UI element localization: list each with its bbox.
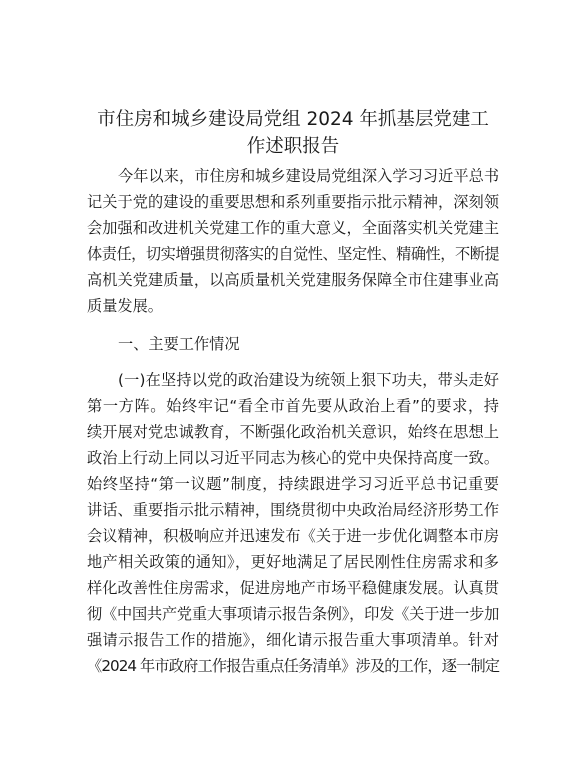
document-title-line-2: 作述职报告 [246,136,340,157]
body-line-9: 样化改善性住房需求，促进房地产市场平稳健康发展。认真贯 [87,579,499,597]
body-line-10: 彻《中国共产党重大事项请示报告条例》，印发《关于进一步加 [87,605,500,623]
body-line-1: (一)在坚持以党的政治建设为统领上狠下功夫，带头走好 [118,371,499,389]
body-line-12: 《2024 年市政府工作报告重点任务清单》涉及的工作，逐一制定 [87,657,499,675]
section-heading: 一、主要工作情况 [118,335,240,353]
intro-line-1: 今年以来，市住房和城乡建设局党组深入学习习近平总书 [118,167,499,185]
document-title-line-1: 市住房和城乡建设局党组 2024 年抓基层党建工 [97,109,489,130]
intro-line-5: 高机关党建质量，以高质量机关党建服务保障全市住建事业高 [87,271,499,289]
body-line-2: 第一方阵。始终牢记“看全市首先要从政治上看”的要求，持 [87,397,499,415]
intro-line-4: 体责任，切实增强贯彻落实的自觉性、坚定性、精确性，不断提 [87,245,499,263]
body-line-11: 强请示报告工作的措施》，细化请示报告重大事项清单。针对 [87,631,499,649]
body-line-7: 会议精神，积极响应并迅速发布《关于进一步优化调整本市房 [87,527,499,545]
intro-line-3: 会加强和改进机关党建工作的重大意义，全面落实机关党建主 [87,219,499,237]
body-line-4: 政治上行动上同以习近平同志为核心的党中央保持高度一致。 [87,449,499,467]
body-line-6: 讲话、重要指示批示精神，围绕贯彻中央政治局经济形势工作 [87,501,499,519]
body-line-5: 始终坚持“第一议题”制度，持续跟进学习习近平总书记重要 [87,475,499,493]
intro-line-2: 记关于党的建设的重要思想和系列重要指示批示精神，深刻领 [87,193,499,211]
body-line-8: 地产相关政策的通知》，更好地满足了居民刚性住房需求和多 [87,553,499,571]
intro-line-6: 质量发展。 [87,297,163,315]
body-line-3: 续开展对党忠诚教育，不断强化政治机关意识，始终在思想上 [87,423,499,441]
